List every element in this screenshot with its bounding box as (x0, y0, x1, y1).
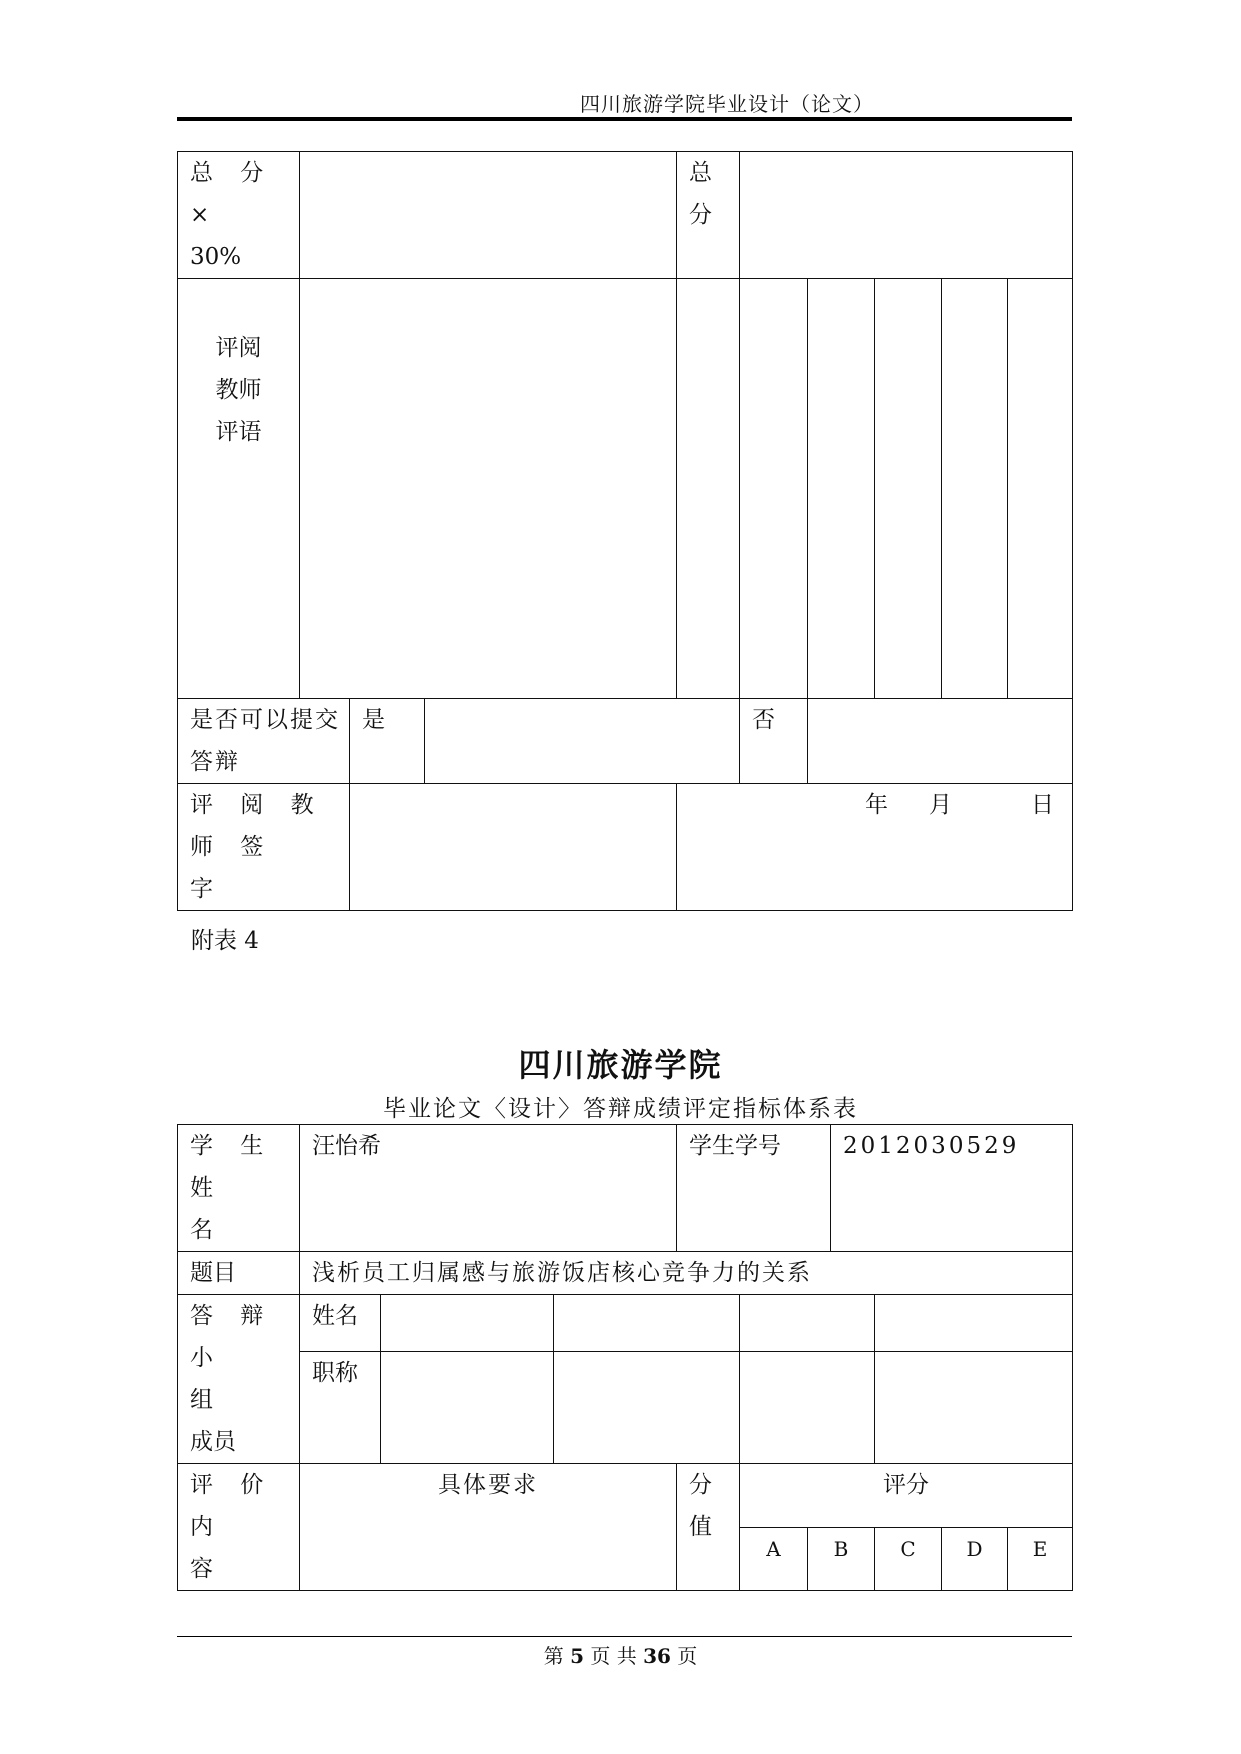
footer-rule (177, 1636, 1072, 1637)
panel-name-cell (740, 1295, 875, 1352)
page-footer: 第 5 页 共 36 页 (543, 1644, 698, 1668)
topic-value: 浅析员工归属感与旅游饭店核心竞争力的关系 (300, 1252, 1073, 1295)
comment-cell (942, 279, 1008, 699)
panel-title-cell (381, 1352, 554, 1464)
comment-label: 评阅 教师 评语 (178, 279, 300, 699)
review-table (177, 151, 1073, 911)
defense-table (177, 1124, 1073, 1591)
comment-cell (740, 279, 808, 699)
panel-label: 答 辩 小 组 成员 (178, 1295, 300, 1464)
student-id-value: 2012030529 (831, 1125, 1073, 1252)
current-page: 5 (570, 1644, 584, 1668)
total-pages: 36 (643, 1644, 671, 1668)
panel-name-cell (554, 1295, 740, 1352)
requirements-header: 具体要求 (300, 1464, 677, 1591)
table-subtitle: 毕业论文〈设计〉答辩成绩评定指标体系表 (383, 1096, 858, 1122)
comment-cell (808, 279, 875, 699)
date-day: 日 (1031, 792, 1055, 818)
sign-label: 评 阅 教 师 签 字 (178, 784, 350, 911)
panel-name-cell (875, 1295, 1073, 1352)
yes-value (425, 699, 740, 784)
grade-d: D (942, 1527, 1008, 1591)
total30-label: 总 分 × 30% (178, 152, 300, 279)
panel-title-cell (740, 1352, 875, 1464)
student-name-value: 汪怡希 (300, 1125, 677, 1252)
grade-c: C (875, 1527, 942, 1591)
header-rule (177, 117, 1072, 121)
topic-label: 题目 (178, 1252, 300, 1295)
date-year: 年 (865, 792, 889, 818)
grade-a: A (740, 1527, 808, 1591)
comment-cell (1008, 279, 1073, 699)
no-value (808, 699, 1073, 784)
panel-title-label: 职称 (300, 1352, 381, 1464)
school-title: 四川旅游学院 (518, 1046, 723, 1084)
comment-content (300, 279, 677, 699)
appendix-label: 附表 4 (191, 928, 259, 954)
total-value (740, 152, 1073, 279)
date-month: 月 (929, 792, 953, 818)
sign-date (677, 784, 1073, 911)
sign-value (350, 784, 677, 911)
header-title: 四川旅游学院毕业设计（论文） (580, 92, 874, 116)
panel-title-cell (875, 1352, 1073, 1464)
panel-name-label: 姓名 (300, 1295, 381, 1352)
yes-label: 是 (350, 699, 425, 784)
grade-b: B (808, 1527, 875, 1591)
no-label: 否 (740, 699, 808, 784)
comment-cell (677, 279, 740, 699)
student-name-label: 学 生 姓 名 (178, 1125, 300, 1252)
criteria-label: 评 价 内 容 (178, 1464, 300, 1591)
score-value-header: 分 值 (677, 1464, 740, 1591)
student-id-label: 学生学号 (677, 1125, 831, 1252)
comment-cell (875, 279, 942, 699)
grade-e: E (1008, 1527, 1073, 1591)
panel-name-cell (381, 1295, 554, 1352)
total-label: 总 分 (677, 152, 740, 279)
rating-header: 评分 (740, 1464, 1073, 1528)
total30-value (300, 152, 677, 279)
panel-title-cell (554, 1352, 740, 1464)
submit-label: 是否可以提交答辩 (178, 699, 350, 784)
